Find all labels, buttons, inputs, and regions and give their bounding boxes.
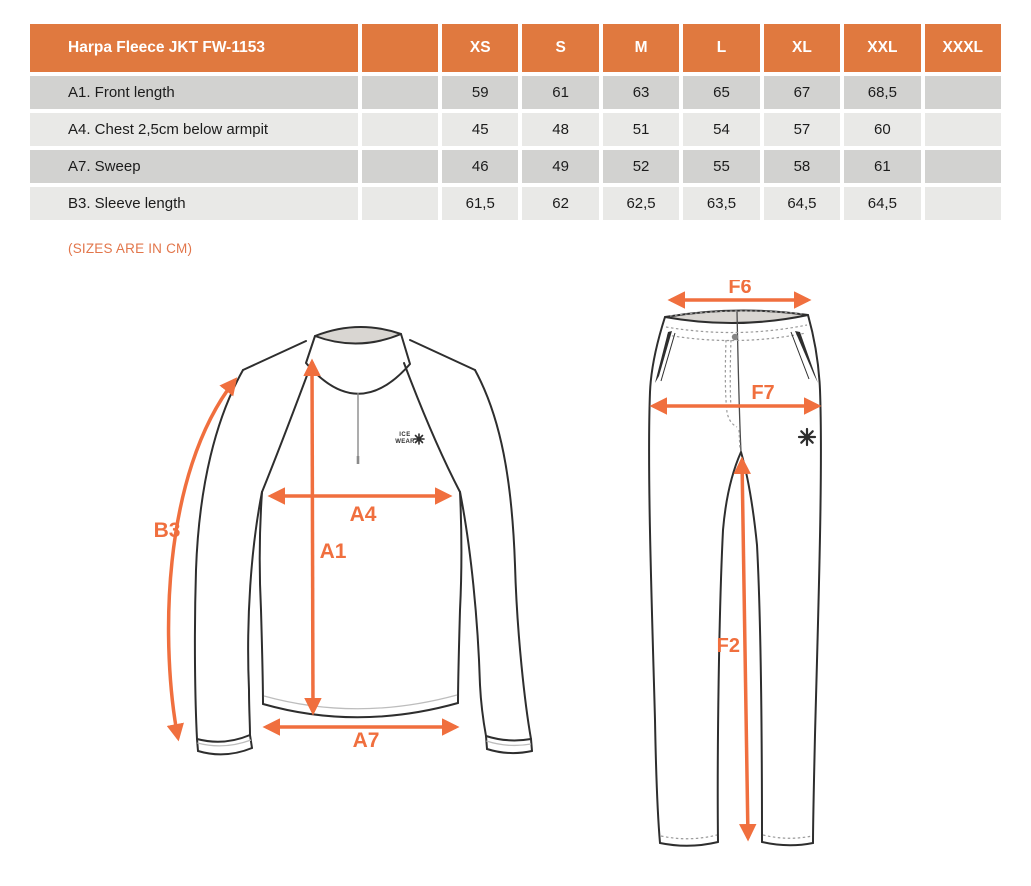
header-col-s: S [522, 24, 598, 72]
value-cell: 62 [522, 187, 598, 220]
value-cell: 58 [764, 150, 840, 183]
row-spacer-cell [362, 113, 438, 146]
value-cell: 67 [764, 76, 840, 109]
header-col-xxxl: XXXL [925, 24, 1001, 72]
value-cell: 64,5 [844, 187, 920, 220]
table-title: Harpa Fleece JKT FW-1153 [30, 24, 358, 72]
header-col-xl: XL [764, 24, 840, 72]
value-cell [925, 187, 1001, 220]
row-spacer-cell [362, 150, 438, 183]
value-cell: 63,5 [683, 187, 759, 220]
measure-arrow-b3 [169, 380, 235, 738]
measure-label-a4: A4 [349, 503, 377, 526]
value-cell: 64,5 [764, 187, 840, 220]
value-cell: 57 [764, 113, 840, 146]
measure-label-a7: A7 [352, 729, 380, 752]
jacket-measurement-arrows [169, 362, 456, 738]
value-cell: 55 [683, 150, 759, 183]
value-cell: 49 [522, 150, 598, 183]
row-spacer-cell [362, 187, 438, 220]
header-col-xs: XS [442, 24, 518, 72]
value-cell: 62,5 [603, 187, 679, 220]
header-col-xxl: XXL [844, 24, 920, 72]
waist-button [732, 334, 738, 340]
value-cell: 46 [442, 150, 518, 183]
value-cell [925, 150, 1001, 183]
brand-logo-text-top: ICE [399, 432, 411, 438]
header-col-m: M [603, 24, 679, 72]
value-cell: 51 [603, 113, 679, 146]
size-table [30, 24, 1001, 220]
snowflake-icon [414, 434, 424, 444]
row-label: A1. Front length [30, 76, 358, 109]
measure-label-a1: A1 [319, 540, 347, 563]
value-cell: 65 [683, 76, 759, 109]
value-cell: 60 [844, 113, 920, 146]
jacket-measurement-diagram [140, 290, 560, 790]
pants-measurement-arrows [653, 300, 818, 838]
pants-outline [649, 310, 821, 845]
measure-label-f7: F7 [751, 382, 775, 404]
value-cell: 61 [522, 76, 598, 109]
value-cell: 45 [442, 113, 518, 146]
sizes-unit-note: (SIZES ARE IN CM) [68, 241, 193, 256]
row-label: A4. Chest 2,5cm below armpit [30, 113, 358, 146]
measure-label-f2: F2 [716, 635, 740, 657]
brand-logo-text-bottom: WEAR [395, 439, 415, 445]
brand-logo [395, 432, 424, 445]
value-cell: 59 [442, 76, 518, 109]
measure-arrow-a1 [312, 362, 313, 712]
value-cell: 52 [603, 150, 679, 183]
measure-label-b3: B3 [153, 519, 181, 542]
row-spacer-cell [362, 76, 438, 109]
jacket-outline [195, 327, 532, 754]
value-cell [925, 76, 1001, 109]
snowflake-icon [799, 429, 815, 445]
row-label: A7. Sweep [30, 150, 358, 183]
measure-label-f6: F6 [728, 280, 752, 298]
value-cell: 48 [522, 113, 598, 146]
pants-measurement-diagram [630, 280, 890, 880]
pants-stitching [661, 311, 812, 839]
value-cell: 63 [603, 76, 679, 109]
header-col-l: L [683, 24, 759, 72]
row-label: B3. Sleeve length [30, 187, 358, 220]
value-cell: 68,5 [844, 76, 920, 109]
value-cell: 61 [844, 150, 920, 183]
value-cell: 54 [683, 113, 759, 146]
value-cell [925, 113, 1001, 146]
measure-arrow-f2 [742, 460, 748, 838]
header-cell-empty [362, 24, 438, 72]
value-cell: 61,5 [442, 187, 518, 220]
